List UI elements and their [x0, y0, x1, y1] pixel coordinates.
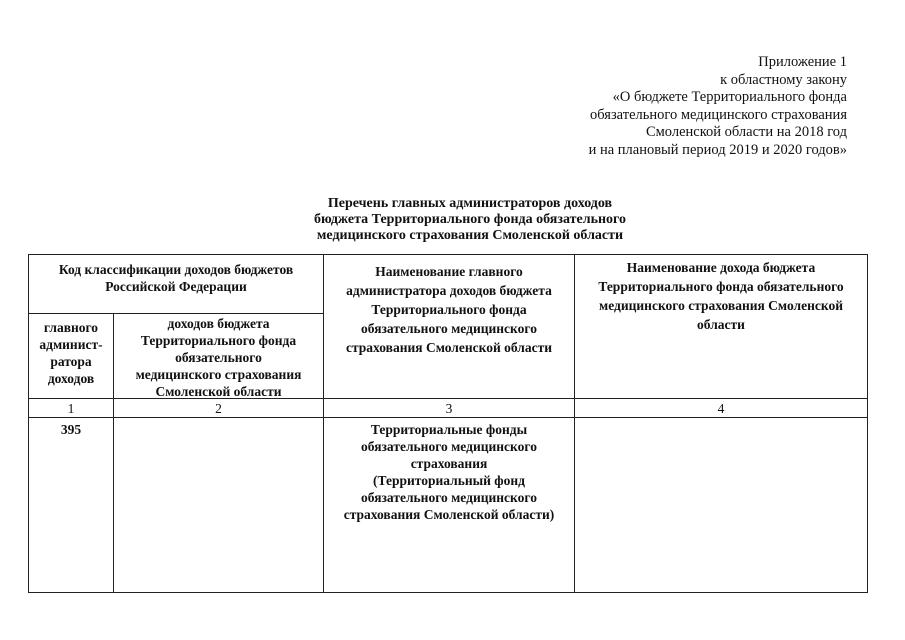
col4-header: [575, 258, 867, 334]
admin-name-line: обязательного медицинского: [361, 439, 537, 454]
admin-name-line: Территориальные фонды: [370, 422, 528, 437]
header-text: админист-: [39, 337, 103, 352]
appendix-line: к областному закону: [720, 71, 847, 88]
header-text: Территориального фонда: [140, 333, 297, 348]
header-group-cell: [29, 261, 323, 295]
header-text: обязательного медицинского: [361, 321, 537, 336]
header-text: администратора доходов бюджета: [346, 283, 552, 298]
header-text: страхования Смоленской области: [345, 340, 553, 355]
header-text: Наименование главного: [375, 264, 523, 279]
col-number-2: 2: [215, 401, 222, 416]
appendix-line: «О бюджете Территориального фонда: [612, 89, 847, 105]
title-line: бюджета Территориального фонда обязательного: [313, 212, 627, 227]
col1-header: [29, 319, 113, 387]
header-text: ратора: [50, 354, 92, 369]
col2-header: [114, 315, 323, 400]
appendix-line: Смоленской области на 2018 год: [645, 124, 847, 140]
header-text: Смоленской области: [155, 384, 282, 399]
header-text: медицинского страхования Смоленской: [599, 298, 843, 313]
header-text: доходов бюджета: [167, 316, 270, 331]
title-line: Перечень главных администраторов доходов: [327, 196, 613, 211]
admin-name-line: обязательного медицинского: [361, 490, 537, 505]
header-text: доходов: [47, 371, 95, 386]
header-text: Код классификации доходов бюджетов: [58, 262, 294, 277]
appendix-line: обязательного медицинского страхования: [590, 106, 847, 123]
document-title: [260, 196, 680, 244]
header-text: Наименование дохода бюджета: [626, 260, 816, 275]
hline-numbers-bottom: [29, 417, 867, 418]
appendix-note: [527, 54, 847, 159]
header-text: медицинского страхования: [135, 367, 302, 382]
administrators-table: [28, 254, 868, 593]
header-text: Российской Федерации: [105, 279, 247, 294]
admin-code-cell: 395: [60, 422, 82, 437]
col-number-4: 4: [717, 401, 725, 416]
col-number-3: 3: [445, 401, 453, 416]
hline-group: [29, 313, 323, 314]
header-text: Территориального фонда: [371, 302, 527, 317]
header-text: Территориального фонда обязательного: [598, 279, 844, 294]
header-text: области: [697, 317, 745, 332]
admin-name-line: (Территориальный фонд: [372, 473, 525, 488]
col3-header: [324, 262, 574, 357]
title-line: медицинского страхования Смоленской области: [316, 228, 624, 243]
header-text: главного: [43, 320, 99, 335]
admin-name-cell: [324, 421, 574, 523]
header-text: обязательного: [175, 350, 262, 365]
col-number-1: 1: [67, 401, 75, 416]
admin-name-line: страхования Смоленской области): [343, 507, 555, 522]
admin-name-line: страхования: [410, 456, 488, 471]
appendix-line: и на плановый период 2019 и 2020 годов»: [588, 141, 847, 158]
appendix-line: Приложение 1: [758, 54, 847, 70]
